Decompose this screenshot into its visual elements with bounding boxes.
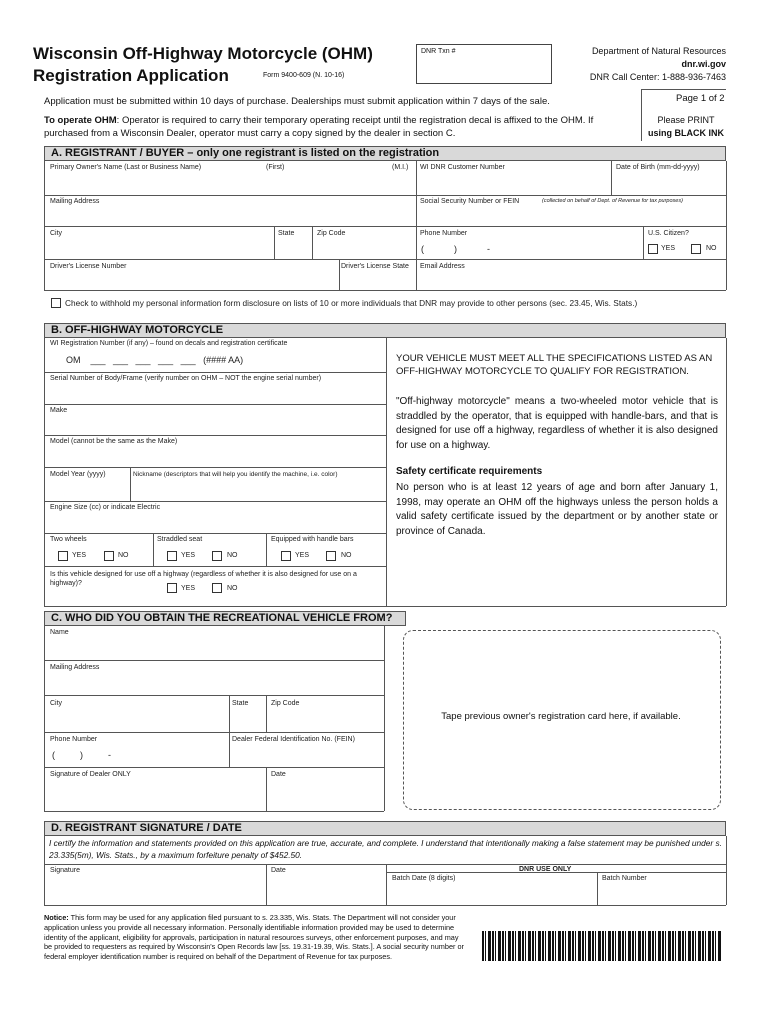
divider bbox=[44, 836, 45, 905]
safety-title: Safety certificate requirements bbox=[396, 466, 543, 477]
department-name: Department of Natural Resources bbox=[591, 46, 726, 56]
tape-note: Tape previous owner's registration card here, if available. bbox=[441, 711, 681, 722]
straddled-no-checkbox[interactable] bbox=[212, 551, 222, 561]
seller-zip-label: Zip Code bbox=[271, 700, 300, 707]
notice-bold: Notice: bbox=[44, 913, 69, 922]
model-label: Model (cannot be the same as the Make) bbox=[50, 438, 178, 445]
straddled-yes-label: YES bbox=[181, 552, 196, 559]
privacy-notice bbox=[44, 913, 464, 962]
registrant-date-label: Date bbox=[271, 867, 286, 874]
section-b-header: B. OFF-HIGHWAY MOTORCYCLE bbox=[44, 323, 726, 338]
citizen-no-label: NO bbox=[706, 245, 717, 252]
divider bbox=[726, 836, 727, 905]
divider bbox=[312, 226, 313, 259]
safety-text: No person who is at least 12 years of age and born after January 1, 1998, may operate an OHM off the highways unless the person holds a valid safety certificate issued by the department or by another state or province of Canada. bbox=[396, 482, 718, 537]
nickname-label: Nickname (descriptors that will help you identify the machine, i.e. color) bbox=[133, 471, 338, 478]
first-name-label: (First) bbox=[266, 164, 285, 171]
mailing-label: Mailing Address bbox=[50, 198, 100, 205]
handle-bars-label: Equipped with handle bars bbox=[271, 536, 354, 543]
divider bbox=[44, 533, 386, 534]
dnr-txn-label: DNR Txn # bbox=[421, 48, 456, 55]
seller-name-label: Name bbox=[50, 629, 69, 636]
form-title: Wisconsin Off-Highway Motorcycle (OHM) bbox=[33, 44, 373, 63]
seller-mailing-label: Mailing Address bbox=[50, 664, 100, 671]
submit-note: Application must be submitted within 10 days of purchase. Dealerships must submit application within 7 days of the sale. bbox=[44, 96, 550, 107]
zip-label: Zip Code bbox=[317, 230, 346, 237]
divider bbox=[44, 501, 386, 502]
serial-label: Serial Number of Body/Frame (verify number on OHM – NOT the engine serial number) bbox=[50, 375, 322, 382]
two-wheels-no-checkbox[interactable] bbox=[104, 551, 114, 561]
print-note-1: Please PRINT bbox=[657, 115, 715, 125]
dl-state-label: Driver's License State bbox=[341, 263, 409, 270]
divider bbox=[643, 226, 644, 259]
phone-format: ( ) - bbox=[421, 244, 491, 254]
divider bbox=[266, 695, 267, 732]
seller-phone-label: Phone Number bbox=[50, 736, 98, 743]
owner-name-label: Primary Owner's Name (Last or Business Name) bbox=[50, 164, 202, 171]
section-c-header: C. WHO DID YOU OBTAIN THE RECREATIONAL VEHICLE FROM? bbox=[44, 611, 406, 626]
city-label: City bbox=[50, 230, 63, 237]
operate-note bbox=[44, 114, 636, 140]
form-subtitle: Registration Application bbox=[33, 66, 229, 85]
barcode bbox=[482, 931, 722, 961]
straddled-yes-checkbox[interactable] bbox=[167, 551, 177, 561]
divider bbox=[386, 338, 387, 606]
divider bbox=[44, 626, 45, 811]
two-wheels-yes-label: YES bbox=[72, 552, 87, 559]
website: dnr.wi.gov bbox=[681, 59, 726, 69]
citizen-yes-label: YES bbox=[661, 245, 676, 252]
divider bbox=[597, 872, 598, 905]
divider bbox=[44, 695, 384, 696]
divider bbox=[44, 811, 384, 812]
ssn-label: Social Security Number or FEIN bbox=[420, 198, 520, 205]
phone-label: Phone Number bbox=[420, 230, 468, 237]
divider bbox=[44, 195, 726, 196]
handle-bars-yes-checkbox[interactable] bbox=[281, 551, 291, 561]
divider bbox=[44, 467, 386, 468]
wi-reg-label: WI Registration Number (if any) – found on decals and registration certificate bbox=[50, 340, 288, 347]
withhold-label: Check to withhold my personal information form disclosure on lists of 10 or more individuals that DNR may provide to other persons (sec. 23.45, Wis. Stats.) bbox=[65, 298, 638, 308]
divider bbox=[44, 660, 384, 661]
divider bbox=[44, 161, 45, 290]
dl-number-label: Driver's License Number bbox=[50, 263, 127, 270]
page-number: Page 1 of 2 bbox=[676, 93, 725, 104]
divider bbox=[44, 566, 386, 567]
divider bbox=[384, 626, 385, 811]
divider bbox=[611, 161, 612, 195]
withhold-checkbox[interactable] bbox=[51, 298, 61, 308]
designed-no-checkbox[interactable] bbox=[212, 583, 222, 593]
divider bbox=[44, 226, 726, 227]
section-a-header: A. REGISTRANT / BUYER – only one registrant is listed on the registration bbox=[44, 146, 726, 161]
designed-label: Is this vehicle designed for use off a highway (regardless of whether it is also designed for use on a highway)? bbox=[50, 571, 357, 587]
divider bbox=[266, 767, 267, 811]
dob-label: Date of Birth (mm-dd-yyyy) bbox=[616, 164, 700, 171]
dnr-use-only: DNR USE ONLY bbox=[519, 866, 572, 873]
dealer-fein-label: Dealer Federal Identification No. (FEIN) bbox=[232, 736, 355, 743]
om-format: OM ___ ___ ___ ___ ___ (#### AA) bbox=[66, 355, 244, 365]
customer-number-label: WI DNR Customer Number bbox=[420, 164, 505, 171]
divider bbox=[266, 533, 267, 566]
two-wheels-yes-checkbox[interactable] bbox=[58, 551, 68, 561]
certify-statement: I certify the information and statements provided on this application are true, accurate, and complete. I understand that intentionally making a false statement may be punished under s. 23.335(5m), Wis. Stats., by a maximum forfeiture penalty of $452.50. bbox=[49, 838, 722, 860]
divider bbox=[44, 372, 386, 373]
two-wheels-no-label: NO bbox=[118, 552, 129, 559]
mi-label: (M.I.) bbox=[392, 164, 409, 171]
divider bbox=[44, 435, 386, 436]
email-label: Email Address bbox=[420, 263, 465, 270]
divider bbox=[641, 89, 642, 141]
ssn-note: (collected on behalf of Dept. of Revenue for tax purposes) bbox=[542, 198, 683, 204]
divider bbox=[339, 259, 340, 290]
divider bbox=[274, 226, 275, 259]
department-info bbox=[590, 45, 726, 84]
handle-bars-yes-label: YES bbox=[295, 552, 310, 559]
designed-no-label: NO bbox=[227, 585, 238, 592]
seller-city-label: City bbox=[50, 700, 63, 707]
print-note-2: using BLACK INK bbox=[648, 128, 724, 138]
divider bbox=[44, 767, 384, 768]
seller-phone-format: ( ) - bbox=[52, 750, 112, 760]
straddled-no-label: NO bbox=[227, 552, 238, 559]
operate-text: : Operator is required to carry their temporary operating receipt until the registration decal is affixed to the OHM. If purchased from a Wisconsin Dealer, operator must carry a copy signed by the dealer in section C. bbox=[44, 115, 594, 139]
seller-state-label: State bbox=[232, 700, 249, 707]
spec-notice: YOUR VEHICLE MUST MEET ALL THE SPECIFICATIONS LISTED AS AN OFF-HIGHWAY MOTORCYCLE TO QUALIFY FOR REGISTRATION. bbox=[396, 353, 713, 377]
divider bbox=[44, 290, 726, 291]
dealer-date-label: Date bbox=[271, 771, 286, 778]
divider bbox=[416, 161, 417, 290]
citizen-no-checkbox[interactable] bbox=[691, 244, 701, 254]
batch-number-label: Batch Number bbox=[602, 875, 647, 882]
batch-date-label: Batch Date (8 digits) bbox=[392, 875, 456, 882]
call-center: DNR Call Center: 1-888-936-7463 bbox=[589, 72, 726, 82]
divider bbox=[386, 864, 387, 905]
citizen-label: U.S. Citizen? bbox=[648, 230, 689, 237]
divider bbox=[44, 905, 726, 906]
notice-text: This form may be used for any application filed pursuant to s. 23.335, Wis. Stats. The Department will not consider your application unless you provide all necessary information. Personally identifiable information provided may be used to determine identity of the applicant, eligibility for approvals, participation in natural resources surveys, other enforcement purposes, and may be provided to requesters as required by Wisconsin's Open Records law [ss. 19.31-19.39, Wis. Stats.]. A social security number or federal employer identification number is required on behalf of the Department of Revenue for tax purposes. bbox=[44, 913, 464, 962]
divider bbox=[44, 259, 726, 260]
divider bbox=[726, 338, 727, 606]
engine-label: Engine Size (cc) or indicate Electric bbox=[50, 504, 161, 511]
operate-bold: To operate OHM bbox=[44, 115, 117, 126]
state-label: State bbox=[278, 230, 295, 237]
ohm-definition: "Off-highway motorcycle" means a two-wheeled motor vehicle that is straddled by the operator, that is equipped with handle-bars, and that is designed for use off a highway, regardless of whether it is also designed for use on a highway. bbox=[396, 396, 718, 451]
divider bbox=[726, 161, 727, 290]
two-wheels-label: Two wheels bbox=[50, 536, 87, 543]
divider bbox=[153, 533, 154, 566]
model-year-label: Model Year (yyyy) bbox=[50, 471, 106, 478]
divider bbox=[44, 404, 386, 405]
divider bbox=[641, 89, 726, 90]
straddled-label: Straddled seat bbox=[157, 536, 203, 543]
form-number: Form 9400-609 (N. 10-16) bbox=[263, 72, 345, 79]
print-note bbox=[646, 114, 726, 140]
divider bbox=[44, 864, 726, 865]
divider bbox=[130, 467, 131, 501]
dnr-txn-field[interactable] bbox=[416, 44, 552, 84]
divider bbox=[229, 695, 230, 767]
handle-bars-no-checkbox[interactable] bbox=[326, 551, 336, 561]
registrant-signature-label: Signature bbox=[50, 867, 80, 874]
designed-yes-checkbox[interactable] bbox=[167, 583, 177, 593]
handle-bars-no-label: NO bbox=[341, 552, 352, 559]
make-label: Make bbox=[50, 407, 68, 414]
dealer-signature-label: Signature of Dealer ONLY bbox=[50, 771, 131, 778]
designed-yes-label: YES bbox=[181, 585, 196, 592]
divider bbox=[44, 732, 384, 733]
citizen-yes-checkbox[interactable] bbox=[648, 244, 658, 254]
divider bbox=[266, 864, 267, 905]
section-d-header: D. REGISTRANT SIGNATURE / DATE bbox=[44, 821, 726, 836]
divider bbox=[44, 606, 726, 607]
